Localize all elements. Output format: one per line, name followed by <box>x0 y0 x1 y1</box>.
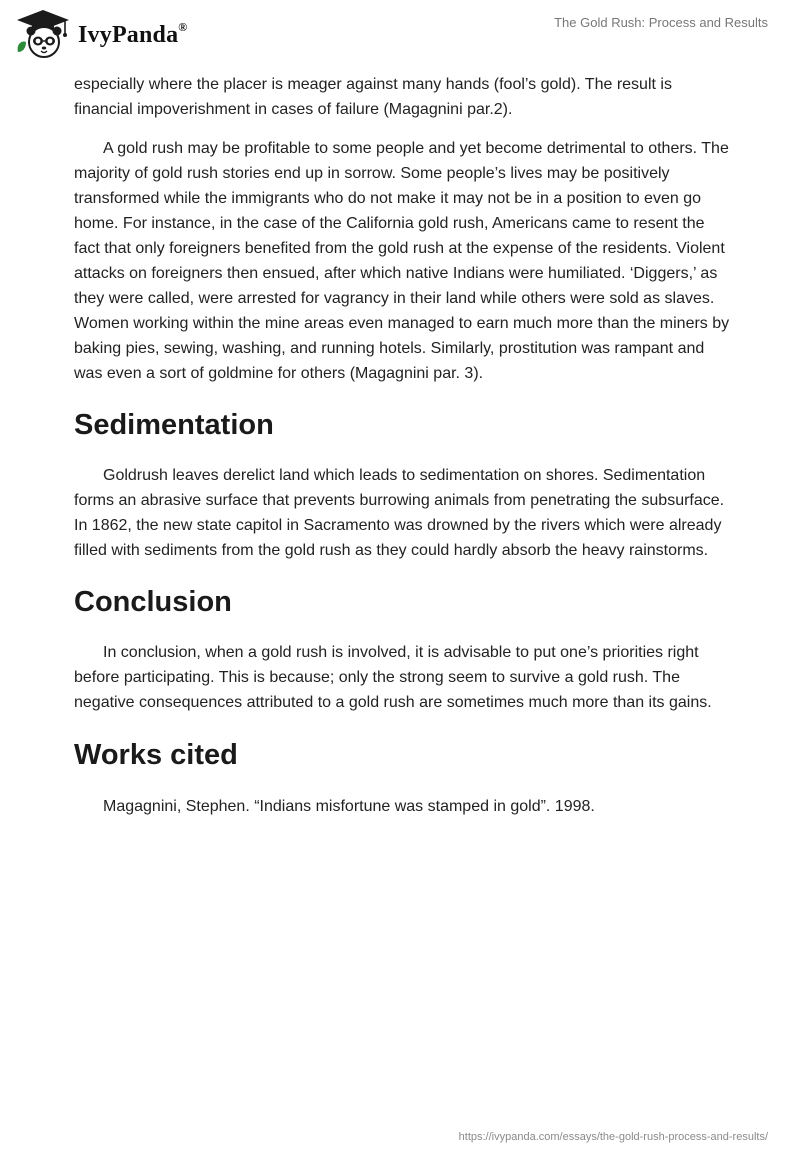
footer-url[interactable]: https://ivypanda.com/essays/the-gold-rush-process-and-results/ <box>458 1131 768 1143</box>
panda-graduate-icon <box>14 8 72 60</box>
heading-works-cited: Works cited <box>74 739 238 771</box>
page-header <box>0 0 800 70</box>
essay-body <box>74 70 734 819</box>
paragraph-sedimentation: Goldrush leaves derelict land which leads to sedimentation on shores. Sedimentation forms an abrasive surface that prevents burrowing animals from penetrating the subsurface. In 1862, the new state capitol in Sacramento was drowned by the rivers which were already filled with sediments from the gold rush as they could hardly absorb the heavy rainstorms. <box>74 467 725 559</box>
running-title: The Gold Rush: Process and Results <box>554 15 768 30</box>
brand-name: IvyPanda® <box>78 19 188 48</box>
heading-sedimentation: Sedimentation <box>74 409 274 441</box>
works-cited-entry: Magagnini, Stephen. “Indians misfortune was stamped in gold”. 1998. <box>103 798 595 815</box>
ivypanda-logo[interactable] <box>14 8 187 60</box>
paragraph-gold-rush-effects: A gold rush may be profitable to some people and yet become detrimental to others. The majority of gold rush stories end up in sorrow. Some people’s lives may be positively transformed while the immigrants who do not make it may not be in a position to even go home. For instance, in the case of the California gold rush, Americans came to resent the fact that only foreigners benefited from the gold rush at the expense of the residents. Violent attacks on foreigners then ensued, after which native Indians were humiliated. ‘Diggers,’ as they were called, were arrested for vagrancy in their land while others were sold as slaves. Women working within the mine areas even managed to earn much more than the miners by baking pies, sewing, washing, and running hotels. Similarly, prostitution was rampant and was even a sort of goldmine for others (Magagnini par. 3). <box>74 140 730 382</box>
paragraph-conclusion: In conclusion, when a gold rush is involved, it is advisable to put one’s priorities right before participating. This is because; only the strong seem to survive a gold rush. The negative consequences attributed to a gold rush are sometimes much more than its gains. <box>74 644 712 711</box>
heading-conclusion: Conclusion <box>74 586 232 618</box>
paragraph-continued: especially where the placer is meager against many hands (fool’s gold). The result is financial impoverishment in cases of failure (Magagnini par.2). <box>74 76 672 118</box>
